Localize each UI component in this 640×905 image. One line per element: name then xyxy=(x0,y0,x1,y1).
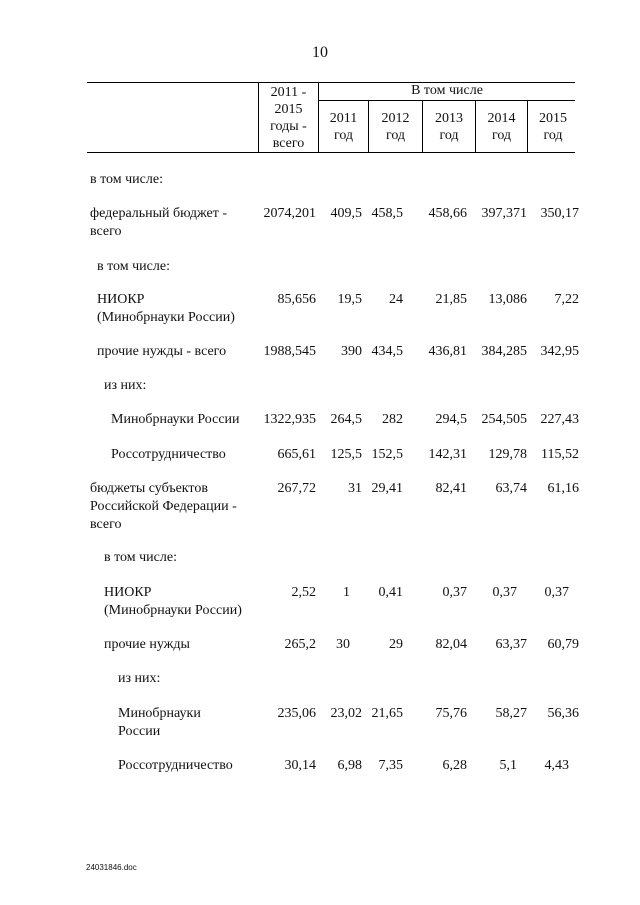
cell-total: 235,06 xyxy=(277,706,316,721)
row-label-subheading xyxy=(104,549,177,567)
header-total-line: 2011 - xyxy=(270,85,307,100)
label-line: (Минобрнауки России) xyxy=(97,310,235,325)
label-line: в том числе: xyxy=(97,259,170,274)
cell-2014: 58,27 xyxy=(495,706,527,721)
row-label-niokr-regional xyxy=(104,584,242,620)
label-line: из них: xyxy=(104,378,147,393)
row-label-other-needs-total xyxy=(97,343,226,361)
header-year-label: 2014 xyxy=(487,111,516,126)
cell-2012: 434,5 xyxy=(371,344,403,359)
cell-2014: 63,37 xyxy=(495,637,527,652)
label-line: в том числе: xyxy=(104,550,177,565)
row-label-ministry-regional xyxy=(118,705,201,741)
group-title-rule xyxy=(318,100,575,101)
header-year-label: 2011 xyxy=(329,111,358,126)
label-line: Российской Федерации - xyxy=(90,499,237,514)
row-label-rossotrudnichestvo-regional xyxy=(118,757,233,775)
row-label-ministry xyxy=(111,411,240,429)
row-label-subheading xyxy=(97,258,170,276)
cell-2013: 6,28 xyxy=(442,758,467,773)
header-year-2014 xyxy=(476,110,527,144)
header-year-unit: год xyxy=(385,128,406,143)
row-label-rossotrudnichestvo xyxy=(111,446,226,464)
header-year-unit: год xyxy=(491,128,512,143)
cell-2013: 294,5 xyxy=(435,412,467,427)
row-label-subheading xyxy=(118,670,160,688)
cell-2012: 29 xyxy=(389,637,403,652)
cell-2011: 31 xyxy=(348,481,362,496)
header-bottom-rule xyxy=(87,152,575,153)
row-label-other-needs xyxy=(104,636,190,654)
cell-2015: 61,16 xyxy=(547,481,579,496)
cell-2011: 1 xyxy=(343,585,350,600)
label-line: прочие нужды - всего xyxy=(97,344,227,359)
cell-2013: 142,31 xyxy=(428,447,467,462)
cell-2012: 21,65 xyxy=(371,706,403,721)
cell-2015: 350,17 xyxy=(540,206,579,221)
cell-2015: 56,36 xyxy=(547,706,579,721)
cell-2011: 125,5 xyxy=(330,447,362,462)
row-label-regional-budgets xyxy=(90,480,237,534)
label-line: России xyxy=(118,724,161,739)
cell-2013: 458,66 xyxy=(428,206,467,221)
page-number: 10 xyxy=(312,44,328,61)
label-line: Минобрнауки xyxy=(118,706,201,721)
cell-2015: 342,95 xyxy=(540,344,579,359)
cell-2013: 21,85 xyxy=(435,292,467,307)
header-total-line: всего xyxy=(272,136,305,151)
header-total-line: годы - xyxy=(270,119,307,134)
cell-2014: 13,086 xyxy=(488,292,527,307)
label-line: бюджеты субъектов xyxy=(90,481,208,496)
header-total-line: 2015 xyxy=(274,102,303,117)
cell-2012: 282 xyxy=(382,412,403,427)
cell-2013: 75,76 xyxy=(435,706,467,721)
header-total-column xyxy=(259,84,318,152)
cell-2013: 82,41 xyxy=(435,481,467,496)
label-line: (Минобрнауки России) xyxy=(104,603,242,618)
header-year-unit: год xyxy=(439,128,459,143)
cell-2011: 390 xyxy=(341,344,362,359)
header-year-unit: год xyxy=(543,128,563,143)
row-label-subheading xyxy=(90,171,163,189)
cell-2012: 0,41 xyxy=(378,585,403,600)
cell-2014: 5,1 xyxy=(499,758,517,773)
cell-2013: 436,81 xyxy=(428,344,467,359)
cell-total: 2,52 xyxy=(291,585,316,600)
cell-total: 85,656 xyxy=(277,292,316,307)
cell-2012: 458,5 xyxy=(371,206,403,221)
header-year-label: 2012 xyxy=(381,111,410,126)
header-year-label: 2013 xyxy=(435,111,463,126)
cell-2014: 397,371 xyxy=(481,206,527,221)
header-year-2015 xyxy=(528,110,578,144)
label-line: федеральный бюджет - xyxy=(90,206,228,221)
header-year-unit: год xyxy=(333,128,354,143)
label-line: всего xyxy=(90,517,122,532)
row-label-subheading xyxy=(104,377,146,395)
label-line: всего xyxy=(90,224,122,239)
label-line: в том числе: xyxy=(90,172,163,187)
cell-2011: 264,5 xyxy=(330,412,362,427)
cell-2014: 0,37 xyxy=(492,585,517,600)
row-label-federal-budget xyxy=(90,205,227,241)
cell-2012: 29,41 xyxy=(371,481,403,496)
label-line: прочие нужды xyxy=(104,637,190,652)
cell-2015: 60,79 xyxy=(547,637,579,652)
header-year-2013 xyxy=(423,110,475,144)
cell-2011: 6,98 xyxy=(337,758,362,773)
cell-2011: 23,02 xyxy=(330,706,362,721)
row-label-niokr-federal xyxy=(97,291,235,327)
cell-2014: 384,285 xyxy=(481,344,527,359)
cell-2015: 227,43 xyxy=(540,412,579,427)
cell-total: 267,72 xyxy=(277,481,316,496)
label-line: Минобрнауки России xyxy=(111,412,240,427)
cell-total: 665,61 xyxy=(277,447,316,462)
header-year-label: 2015 xyxy=(539,111,567,126)
cell-total: 1988,545 xyxy=(263,344,316,359)
cell-2011: 30 xyxy=(336,637,350,652)
cell-2015: 115,52 xyxy=(541,447,579,462)
cell-2013: 82,04 xyxy=(435,637,467,652)
cell-2011: 409,5 xyxy=(330,206,362,221)
cell-2014: 129,78 xyxy=(488,447,527,462)
cell-total: 1322,935 xyxy=(263,412,316,427)
cell-2014: 63,74 xyxy=(495,481,527,496)
cell-2014: 254,505 xyxy=(481,412,527,427)
label-line: НИОКР xyxy=(97,292,145,307)
cell-2012: 24 xyxy=(389,292,403,307)
cell-total: 2074,201 xyxy=(263,206,316,221)
header-year-2012 xyxy=(369,110,422,144)
header-year-2011 xyxy=(319,110,368,144)
label-line: Россотрудничество xyxy=(111,447,226,462)
cell-2011: 19,5 xyxy=(337,292,362,307)
label-line: НИОКР xyxy=(104,585,152,600)
cell-total: 265,2 xyxy=(284,637,316,652)
document-filename: 24031846.doc xyxy=(86,863,137,872)
label-line: Россотрудничество xyxy=(118,758,233,773)
cell-2012: 7,35 xyxy=(378,758,403,773)
cell-2015: 4,43 xyxy=(544,758,569,773)
header-group-title: В том числе xyxy=(411,83,483,98)
cell-total: 30,14 xyxy=(284,758,316,773)
cell-2015: 0,37 xyxy=(544,585,569,600)
label-line: из них: xyxy=(118,671,161,686)
cell-2013: 0,37 xyxy=(442,585,467,600)
cell-2015: 7,22 xyxy=(554,292,579,307)
cell-2012: 152,5 xyxy=(371,447,403,462)
